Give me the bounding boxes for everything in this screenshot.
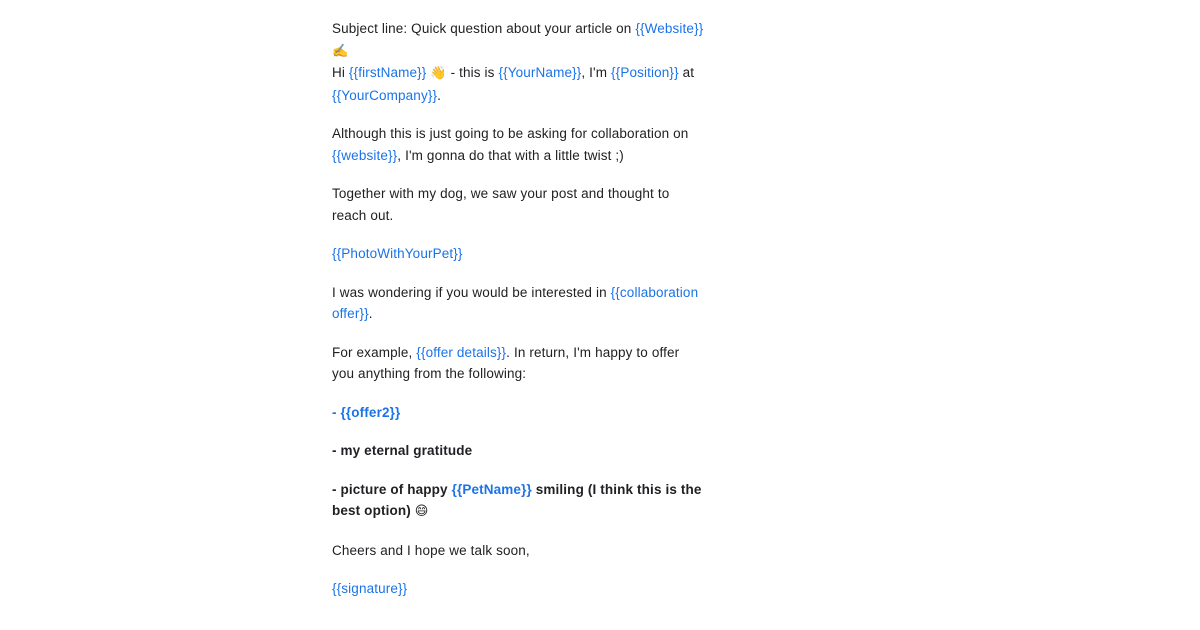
- paragraph-signature: [332, 578, 704, 600]
- merge-variable[interactable]: {{YourCompany}}: [332, 87, 438, 103]
- merge-variable[interactable]: {{YourName}}: [498, 65, 582, 80]
- merge-variable[interactable]: {{PhotoWithYourPet}}: [332, 246, 463, 261]
- text-run: - my eternal gratitude: [332, 443, 473, 458]
- paragraph-bullet-gratitude: [332, 440, 704, 462]
- paragraph-bullet-pet-picture: [332, 479, 704, 523]
- merge-variable[interactable]: {{Position}}: [611, 65, 679, 80]
- text-run: - this is: [446, 65, 499, 80]
- merge-variable[interactable]: {{Website}}: [635, 21, 704, 36]
- merge-variable[interactable]: - {{offer2}}: [332, 404, 401, 420]
- text-run: .: [368, 306, 373, 321]
- text-run: .: [437, 87, 442, 103]
- paragraph-dog-line: [332, 183, 704, 226]
- text-run: at: [678, 65, 695, 80]
- text-run: Subject line: Quick question about your article on: [332, 21, 636, 36]
- paragraph-bullet-offer2: [332, 402, 704, 424]
- text-run: smiling (I think this is the best option): [332, 481, 702, 518]
- text-run: I was wondering if you would be interested in: [332, 284, 611, 300]
- emoji-glyph: 👋: [430, 66, 447, 81]
- text-run: Cheers and I hope we talk soon,: [332, 542, 530, 558]
- merge-variable[interactable]: {{collaboration offer}}: [332, 284, 699, 321]
- merge-variable[interactable]: {{signature}}: [332, 581, 408, 596]
- paragraph-closing: [332, 540, 704, 562]
- merge-variable[interactable]: {{website}}: [332, 147, 398, 163]
- email-body: [332, 18, 704, 600]
- merge-variable[interactable]: {{offer details}}: [416, 344, 507, 360]
- text-run: . In return, I'm happy to offer you anything from the following:: [332, 344, 680, 381]
- text-run: For example,: [332, 344, 417, 360]
- text-run: , I'm: [581, 65, 612, 80]
- emoji-glyph: ✍️: [332, 43, 349, 59]
- text-run: Hi: [332, 65, 349, 80]
- merge-variable[interactable]: {{PetName}}: [451, 481, 532, 497]
- text-run: , I'm gonna do that with a little twist ;): [397, 147, 624, 163]
- text-run: Although this is just going to be asking for collaboration on: [332, 126, 689, 141]
- emoji-glyph: 😄: [414, 504, 429, 519]
- merge-variable[interactable]: {{firstName}}: [348, 65, 427, 80]
- text-run: - picture of happy: [332, 481, 452, 497]
- text-run: Together with my dog, we saw your post and thought to reach out.: [332, 186, 670, 223]
- paragraph-collaboration-intro: [332, 123, 704, 166]
- paragraph-subject-greeting: [332, 18, 704, 106]
- paragraph-offer-question: [332, 282, 704, 325]
- paragraph-offer-example: [332, 342, 704, 385]
- paragraph-photo-placeholder: [332, 243, 704, 265]
